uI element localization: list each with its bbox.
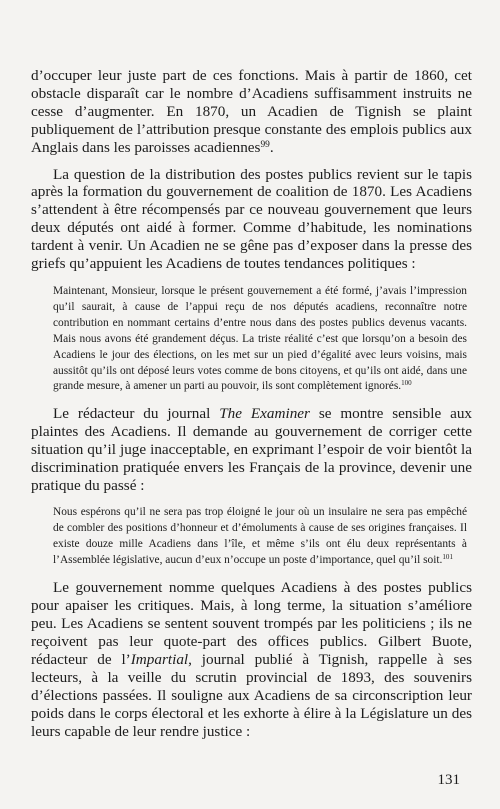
quote-text: Nous espérons qu’il ne sera pas trop éloigné le jour où un insulaire ne sera pas empêché de combler des positions d’honneur et d’émoluments à cause de ses origines françaises. Il existe douze mille Acadiens dans l’île, et même s’ils ont élu deux représentants à l’Assemblée législative, aucun d’eux n’occupe un poste d’importance, quel qu’il soit. (53, 505, 467, 566)
page-body (31, 67, 472, 741)
paragraph-text: se montre sensible aux plaintes des Acadiens. Il demande au gouvernement de corriger cette situation qu’il juge inacceptable, en exprimant l’espoir de voir bientôt la discrimination pratiquée envers les Français de la province, devenir une pratique du passé : (31, 405, 473, 494)
paragraph-continuation (31, 67, 472, 157)
footnote-ref[interactable]: 99 (260, 139, 270, 150)
journal-title: Impartial (130, 651, 189, 669)
paragraph-end: . (269, 138, 274, 156)
footnote-ref[interactable]: 101 (442, 552, 453, 561)
block-quote-acadien (53, 284, 467, 395)
paragraph-nominations (31, 579, 472, 740)
quote-text: Maintenant, Monsieur, lorsque le présent gouvernement a été formé, j’avais l’impression qu’il saurait, à cause de l’appui reçu de nos députés acadiens, reconnaître notre contribution en nommant certains d’entre nous dans des postes publics devenus vacants. Mais nous avons été grandement déçus. La triste réalité c’est que lorsqu’on a besoin des Acadiens le jour des élections, on les met sur un pied d’égalité avec leurs voisins, mais aussitôt qu’ils ont déposé leurs votes comme de bons citoyens, et qu’ils ont aidé, dans une grande mesure, à amener un parti au pouvoir, ils sont complètement ignorés. (53, 284, 467, 393)
paragraph-text: , journal publié à Tignish, rappelle à ses lecteurs, à la veille du scrutin provincial de 1893, des souvenirs d’élections passées. Il souligne aux Acadiens de sa circonscription leur poids dans le corps électoral et les exhorte à élire à la Législature un des leurs capable de leur rendre justice : (31, 651, 473, 740)
block-quote-examiner (53, 505, 467, 569)
page-number: 131 (437, 772, 460, 788)
footnote-ref[interactable]: 100 (401, 379, 412, 388)
journal-title: The Examiner (219, 405, 310, 423)
paragraph-text: Le gouvernement nomme quelques Acadiens à des postes publics pour apaiser les critiques. Mais, à long terme, la situation s’améliore peu. Les Acadiens se sentent souvent trompés par les politiciens ; ils ne reçoivent pas leur quote-part des offices publics. Gilbert Buote, rédacteur de l’ (31, 579, 472, 669)
paragraph-text: d’occuper leur juste part de ces fonctions. Mais à partir de 1860, cet obstacle disparaît car le nombre d’Acadiens suffisamment instruits ne cesse d’augmenter. En 1870, un Acadien de Tignish se plaint publiquement de l’attribution presque constante des emplois publics aux Anglais dans les paroisses acadiennes (31, 67, 472, 156)
paragraph-text: Le rédacteur du journal (53, 405, 220, 423)
paragraph-examiner (31, 405, 472, 495)
paragraph-postes-publics: La question de la distribution des postes publics revient sur le tapis après la formation du gouvernement de coalition de 1870. Les Acadiens s’attendent à être récompensés par ce nouveau gouvernement que leurs deux députés ont aidé à former. Comme d’habitude, les nominations tardent à venir. Un Acadien ne se gêne pas d’exposer dans la presse des griefs qu’appuient les Acadiens de toutes tendances politiques : (31, 165, 472, 273)
